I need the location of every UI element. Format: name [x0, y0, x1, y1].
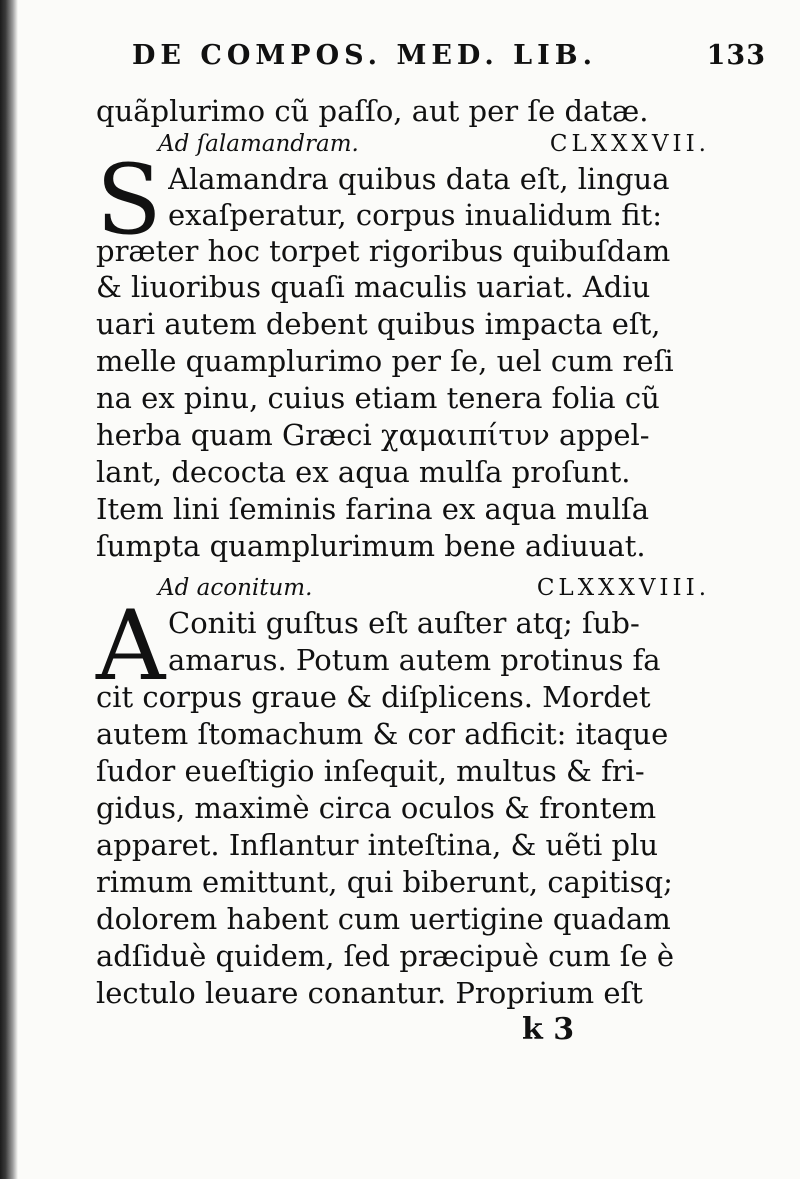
text-line: dolorem habent cum uertigine quadam — [96, 902, 671, 936]
text-line: ſumpta quamplurimum bene adiuuat. — [96, 529, 646, 563]
text-line: cit corpus graue & diſplicens. Mordet — [96, 680, 651, 714]
folio-number: 133 — [706, 40, 766, 71]
text-line: lant, decocta ex aqua mulſa proſunt. — [96, 455, 631, 489]
section-heading-aconitum — [158, 572, 718, 604]
text-line: herba quam Græci χαμαιπίτυν appel- — [96, 418, 650, 452]
drop-cap-initial: A — [96, 590, 166, 702]
text-line: quãplurimo cũ paſſo, aut per ſe datæ. — [96, 94, 649, 128]
text-line: adſiduè quidem, ſed præcipuè cum ſe è — [96, 939, 675, 973]
section-title: Ad aconitum. — [158, 575, 313, 601]
text-line: uari autem debent quibus impacta eſt, — [96, 307, 661, 341]
text-line: Coniti guſtus eſt auſter atq; ſub- — [168, 606, 640, 640]
text-line: gidus, maximè circa oculos & frontem — [96, 791, 657, 825]
text-line: exaſperatur, corpus inualidum fit: — [168, 198, 662, 232]
section-title: Ad ſalamandram. — [158, 131, 359, 157]
section-numeral: CLXXXVIII. — [536, 575, 710, 601]
text-line: Item lini ſeminis farina ex aqua mulſa — [96, 492, 650, 526]
text-line: melle quamplurimo per ſe, uel cum reſi — [96, 344, 674, 378]
text-line: præter hoc torpet rigoribus quibuſdam — [96, 234, 671, 268]
page-header — [132, 40, 772, 80]
text-line: ſudor eueſtigio inſequit, multus & fri- — [96, 754, 645, 788]
text-line: autem ſtomachum & cor adficit: itaque — [96, 717, 669, 751]
signature-mark: k 3 — [522, 1012, 575, 1047]
text-line: rimum emittunt, qui biberunt, capitisq; — [96, 865, 673, 899]
text-line: na ex pinu, cuius etiam tenera folia cũ — [96, 381, 660, 415]
running-head: DE COMPOS. MED. LIB. — [132, 40, 598, 71]
text-line: Alamandra quibus data eſt, lingua — [168, 162, 670, 196]
text-line: lectulo leuare conantur. Proprium eſt — [96, 976, 643, 1010]
page-gutter-shadow — [0, 0, 18, 1179]
drop-cap-initial: S — [96, 144, 162, 256]
text-line: & liuoribus quaſi maculis uariat. Adiu — [96, 270, 651, 304]
text-line: amarus. Potum autem protinus fa — [168, 643, 661, 677]
section-numeral: CLXXXVII. — [549, 131, 710, 157]
text-line: apparet. Inflantur inteſtina, & uẽti plu — [96, 828, 659, 862]
section-heading-salamandra — [158, 128, 718, 160]
